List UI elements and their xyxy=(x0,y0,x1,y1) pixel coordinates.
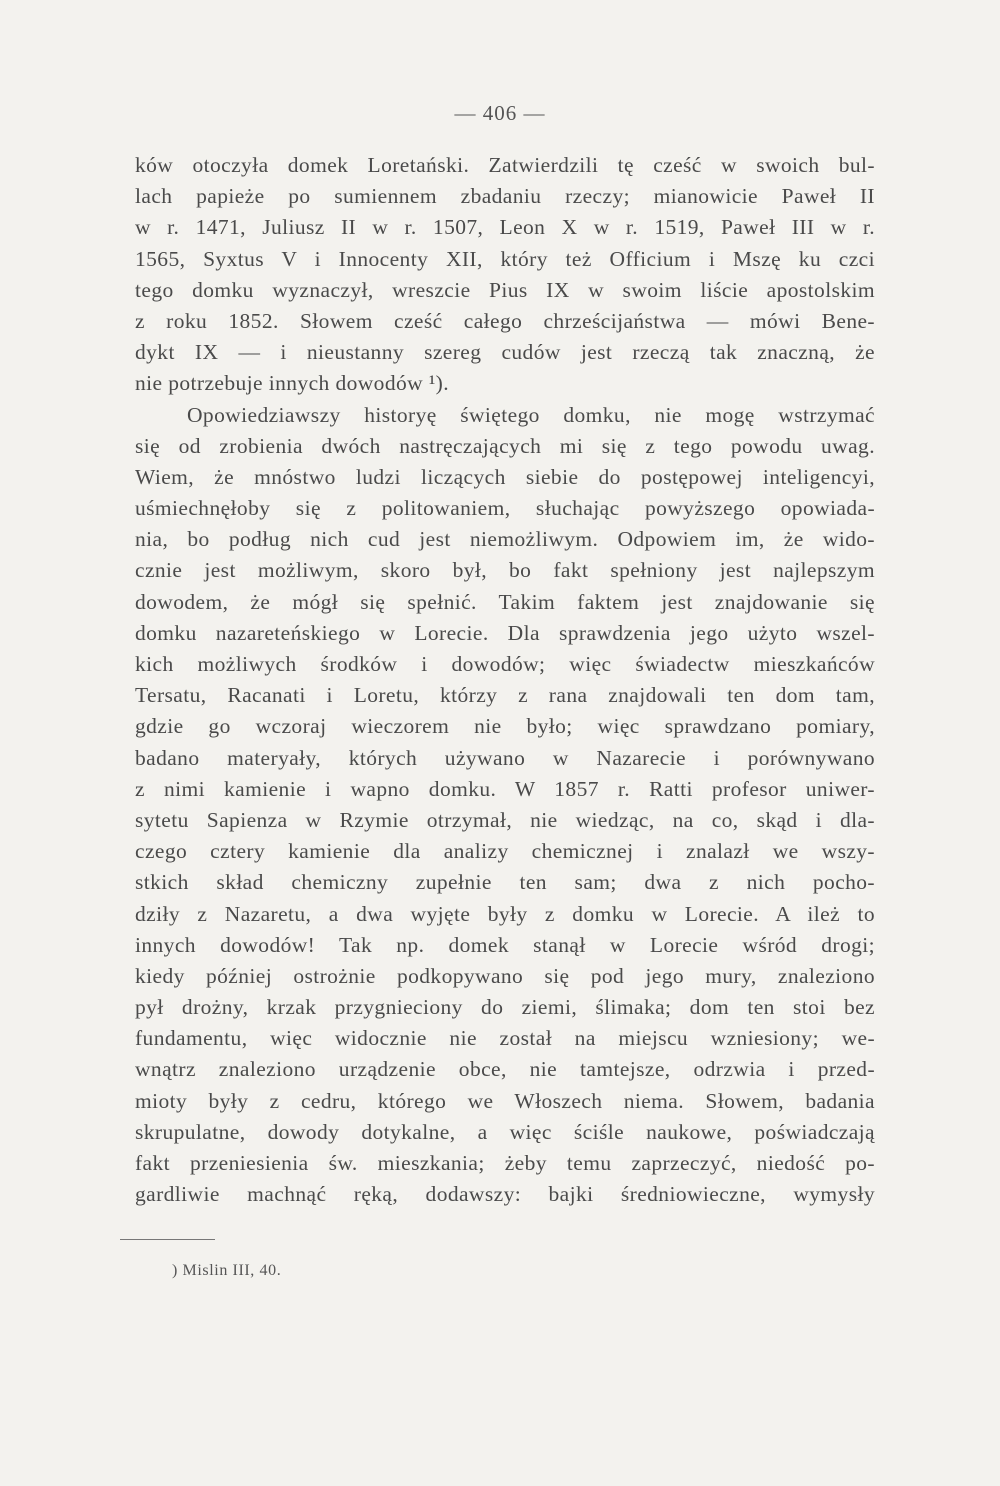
footnote-divider xyxy=(120,1239,215,1240)
text-line: nie potrzebuje innych dowodów ¹). xyxy=(135,371,450,396)
text-line: się od zrobienia dwóch nastręczających mi się z tego powodu uwag. xyxy=(135,433,875,458)
text-line: mioty były z cedru, którego we Włoszech niema. Słowem, badania xyxy=(135,1088,875,1113)
paragraph xyxy=(135,150,875,400)
text-line: nia, bo podług nich cud jest niemożliwym. Odpowiem im, że wido- xyxy=(135,527,875,552)
text-line: tego domku wyznaczył, wreszcie Pius IX w swoim liście apostolskim xyxy=(135,277,875,302)
text-line: skrupulatne, dowody dotykalne, a więc ściśle naukowe, poświadczają xyxy=(135,1119,875,1144)
text-line: kiedy później ostrożnie podkopywano się pod jego mury, znaleziono xyxy=(135,963,875,988)
page-number: — 406 — xyxy=(454,101,546,125)
text-line: w r. 1471, Juliusz II w r. 1507, Leon X w r. 1519, Paweł III w r. xyxy=(135,215,875,240)
text-line: uśmiechnęłoby się z politowaniem, słuchając powyższego opowiada- xyxy=(135,496,875,521)
text-line: z roku 1852. Słowem cześć całego chrześcijaństwa — mówi Bene- xyxy=(135,308,875,333)
text-line: sytetu Sapienza w Rzymie otrzymał, nie wiedząc, na co, skąd i dla- xyxy=(135,807,875,832)
text-line: Opowiedziawszy historyę świętego domku, nie mogę wstrzymać xyxy=(187,402,875,427)
text-line: lach papieże po sumiennem zbadaniu rzeczy; mianowicie Paweł II xyxy=(135,184,875,209)
text-line: dykt IX — i nieustanny szereg cudów jest rzeczą tak znaczną, że xyxy=(135,340,875,365)
text-line: 1565, Syxtus V i Innocenty XII, który też Officium i Mszę ku czci xyxy=(135,246,875,271)
text-line: ków otoczyła domek Loretański. Zatwierdzili tę cześć w swoich bul- xyxy=(135,153,875,177)
text-line: dziły z Nazaretu, a dwa wyjęte były z domku w Lorecie. A ileż to xyxy=(135,901,875,926)
text-line: stkich skład chemiczny zupełnie ten sam; dwa z nich pocho- xyxy=(135,870,875,895)
text-line: dowodem, że mógł się spełnić. Takim faktem jest znajdowanie się xyxy=(135,589,875,614)
text-line: Wiem, że mnóstwo ludzi liczących siebie do postępowej inteligencyi, xyxy=(135,464,875,489)
text-line: Tersatu, Racanati i Loretu, którzy z rana znajdowali ten dom tam, xyxy=(135,683,875,708)
body-text xyxy=(135,150,875,1210)
text-line: cznie jest możliwym, skoro był, bo fakt spełniony jest najlepszym xyxy=(135,558,875,583)
text-line: gdzie go wczoraj wieczorem nie było; więc sprawdzano pomiary, xyxy=(135,714,875,739)
text-line: innych dowodów! Tak np. domek stanął w Lorecie wśród drogi; xyxy=(135,932,875,957)
text-line: gardliwie machnąć ręką, dodawszy: bajki średniowieczne, wymysły xyxy=(135,1182,875,1207)
text-line: czego cztery kamienie dla analizy chemicznej i znalazł we wszy- xyxy=(135,839,875,864)
text-line: fundamentu, więc widocznie nie został na miejscu wzniesiony; we- xyxy=(135,1026,875,1051)
text-line: z nimi kamienie i wapno domku. W 1857 r. Ratti profesor uniwer- xyxy=(135,776,875,801)
text-line: pył drożny, krzak przygnieciony do ziemi, ślimaka; dom ten stoi bez xyxy=(135,995,875,1020)
footnote: ) Mislin III, 40. xyxy=(172,1262,282,1279)
paragraph xyxy=(135,400,875,1211)
text-line: kich możliwych środków i dowodów; więc świadectw mieszkańców xyxy=(135,652,875,676)
text-line: badano materyały, których używano w Nazarecie i porównywano xyxy=(135,745,875,770)
text-line: wnątrz znaleziono urządzenie obce, nie tamtejsze, odrzwia i przed- xyxy=(135,1057,875,1082)
text-line: domku nazareteńskiego w Lorecie. Dla sprawdzenia jego użyto wszel- xyxy=(135,620,875,645)
text-line: fakt przeniesienia św. mieszkania; żeby temu zaprzeczyć, niedość po- xyxy=(135,1151,875,1175)
